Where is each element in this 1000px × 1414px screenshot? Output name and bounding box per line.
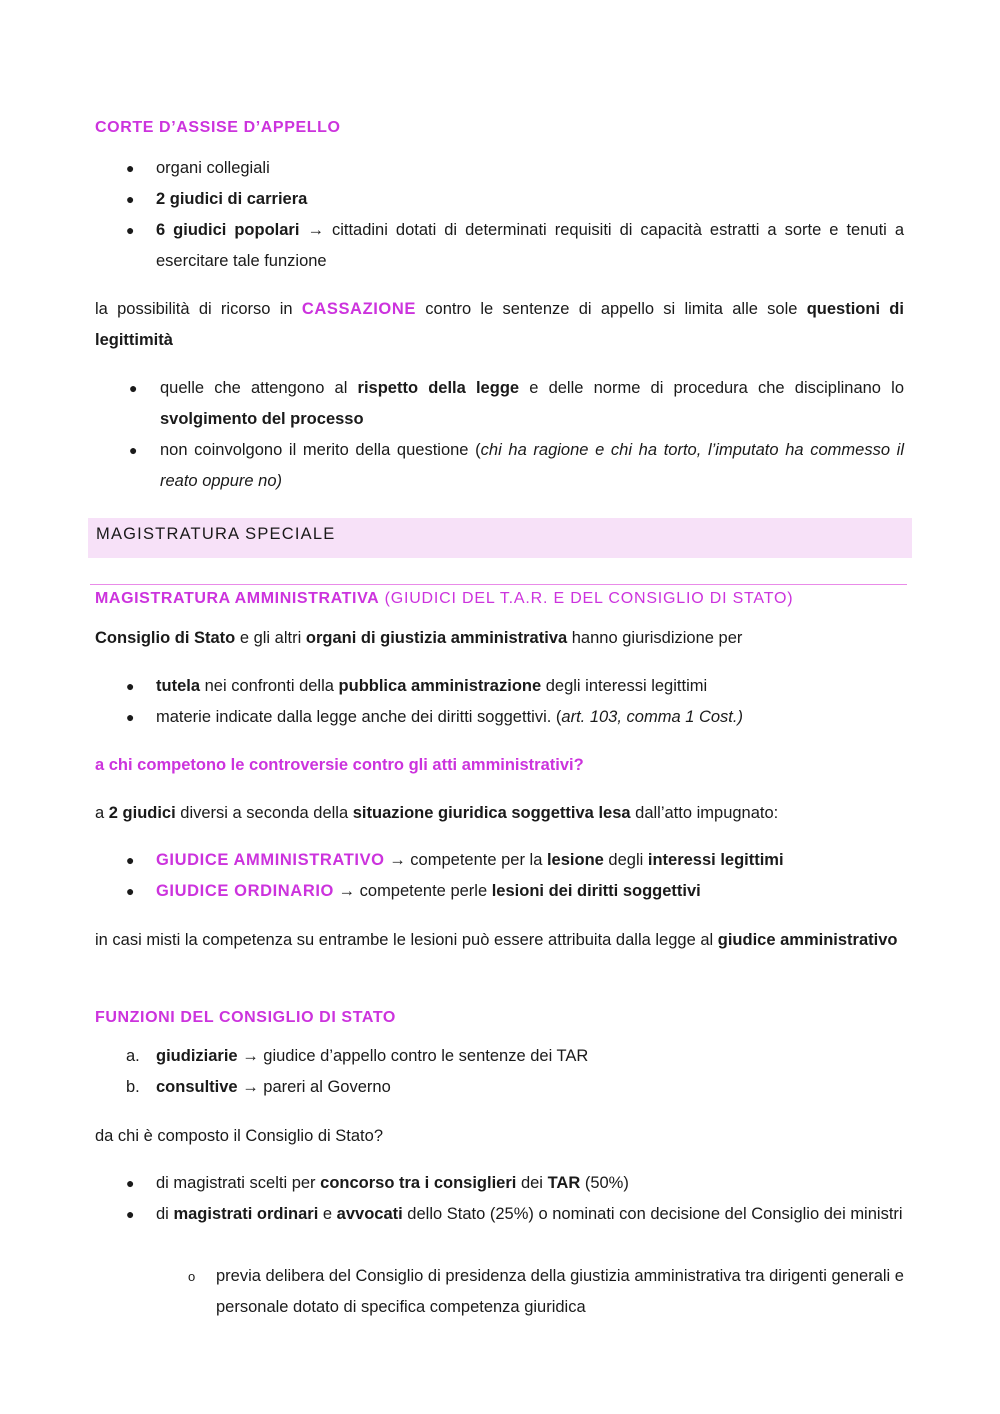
bullet-icon: ● xyxy=(129,442,138,458)
paragraph-cassazione xyxy=(95,294,904,356)
section-heading-corte-assise xyxy=(95,119,904,137)
list-item xyxy=(126,1168,904,1199)
bold-text: tutela xyxy=(156,677,201,695)
bullet-icon: ● xyxy=(126,678,135,694)
list-marker: b. xyxy=(126,1078,140,1096)
list-item xyxy=(188,1261,904,1323)
list-text-bold: 6 giudici popolari xyxy=(156,221,300,239)
list-item xyxy=(129,435,904,497)
heading-subtitle: (GIUDICI DEL T.A.R. E DEL CONSIGLIO DI STATO) xyxy=(379,590,794,607)
question-text: a chi competono le controversie contro gli atti amministrativi? xyxy=(95,756,584,774)
text: (50%) xyxy=(580,1174,629,1192)
heading-text: MAGISTRATURA AMMINISTRATIVA xyxy=(95,590,380,607)
text: di magistrati scelti per xyxy=(156,1174,321,1192)
text: da chi è composto il Consiglio di Stato? xyxy=(95,1127,383,1145)
bold-text: organi di giustizia amministrativa xyxy=(305,629,568,647)
bullet-icon: ● xyxy=(126,709,135,725)
circle-bullet-icon: o xyxy=(188,1269,196,1284)
bullet-icon: ● xyxy=(126,883,135,899)
highlight-text: GIUDICE AMMINISTRATIVO xyxy=(156,851,385,869)
text: hanno giurisdizione per xyxy=(567,629,743,647)
text: dall’atto impugnato: xyxy=(630,804,779,822)
bullet-icon: ● xyxy=(126,222,135,238)
list-tutela xyxy=(126,671,904,733)
list-funzioni xyxy=(126,1041,904,1103)
text: e gli altri xyxy=(235,629,306,647)
text: → competente per la xyxy=(384,851,547,869)
bold-text: magistrati ordinari xyxy=(173,1205,319,1223)
bullet-icon: ● xyxy=(129,380,138,396)
text: → competente perle xyxy=(333,882,492,900)
highlight-text: GIUDICE ORDINARIO xyxy=(156,882,334,900)
list-item xyxy=(126,215,905,277)
text: dello Stato (25%) o nominati con decisione del Consiglio dei ministri xyxy=(402,1205,903,1223)
bullet-icon: ● xyxy=(126,1206,135,1222)
question-heading xyxy=(95,750,904,781)
bullet-icon: ● xyxy=(126,1175,135,1191)
list-legittimita xyxy=(129,373,904,497)
text: → giudice d’appello contro le sentenze dei TAR xyxy=(237,1047,589,1065)
bold-text: TAR xyxy=(547,1174,581,1192)
list-text: → cittadini dotati di determinati requisiti di capacità estratti a sorte e tenuti a esercitare tale funzione xyxy=(156,221,905,270)
highlight-text: CASSAZIONE xyxy=(301,300,416,318)
bullet-icon: ● xyxy=(126,160,135,176)
bold-text: lesioni dei diritti soggettivi xyxy=(491,882,701,900)
list-text-bold: 2 giudici di carriera xyxy=(156,190,308,208)
list-corte-assise xyxy=(126,153,905,277)
list-item xyxy=(126,184,904,215)
bold-text: giudice amministrativo xyxy=(717,931,898,949)
list-item xyxy=(126,1041,904,1072)
list-item xyxy=(126,1072,904,1103)
text: degli interessi legittimi xyxy=(541,677,708,695)
italic-text: chi ha ragione e chi ha torto, l’imputato ha commesso il reato oppure no) xyxy=(160,441,904,490)
text: non coinvolgono il merito della questione ( xyxy=(160,441,481,459)
list-marker: a. xyxy=(126,1047,140,1065)
bold-text: interessi legittimi xyxy=(647,851,784,869)
band-title: MAGISTRATURA SPECIALE xyxy=(96,525,336,543)
bold-text: rispetto della legge xyxy=(357,379,520,397)
text: diversi a seconda della xyxy=(175,804,353,822)
text: → pareri al Governo xyxy=(237,1078,391,1096)
bullet-icon: ● xyxy=(126,191,135,207)
text: e delle norme di procedura che disciplinano lo xyxy=(519,379,904,397)
text: contro le sentenze di appello si limita alle sole xyxy=(416,300,807,318)
list-item xyxy=(129,373,904,435)
bullet-icon: ● xyxy=(126,852,135,868)
bold-text: svolgimento del processo xyxy=(160,410,364,428)
text: di xyxy=(156,1205,174,1223)
list-item xyxy=(126,153,904,184)
bold-text: questioni di legittimità xyxy=(95,300,904,349)
text: a xyxy=(95,804,109,822)
italic-text: art. 103, comma 1 Cost.) xyxy=(561,708,743,726)
bold-text: concorso tra i consiglieri xyxy=(320,1174,517,1192)
bold-text: situazione giuridica soggettiva lesa xyxy=(352,804,631,822)
divider-line xyxy=(90,584,907,585)
heading-text: FUNZIONI DEL CONSIGLIO DI STATO xyxy=(95,1009,396,1026)
section-band-magistratura-speciale xyxy=(88,518,912,558)
paragraph-intro xyxy=(95,623,904,654)
text: previa delibera del Consiglio di presidenza della giustizia amministrativa tra dirigenti generali e personale dotato di specifica competenza giuridica xyxy=(216,1267,904,1316)
text: in casi misti la competenza su entrambe le lesioni può essere attribuita dalla legge al xyxy=(95,931,718,949)
list-giudici xyxy=(126,845,904,907)
section-heading-magistratura-amministrativa xyxy=(95,590,915,608)
text: la possibilità di ricorso in xyxy=(95,300,302,318)
bold-text: giudiziarie xyxy=(156,1047,238,1065)
text: degli xyxy=(603,851,648,869)
list-item xyxy=(126,876,904,907)
list-item xyxy=(126,845,904,876)
text: materie indicate dalla legge anche dei diritti soggettivi. ( xyxy=(156,708,562,726)
list-composizione xyxy=(126,1168,904,1230)
paragraph-answer xyxy=(95,798,904,829)
heading-text: CORTE D’ASSISE D’APPELLO xyxy=(95,119,341,136)
bold-text: lesione xyxy=(546,851,604,869)
bold-text: consultive xyxy=(156,1078,238,1096)
list-item xyxy=(126,671,904,702)
text: nei confronti della xyxy=(200,677,339,695)
text: e xyxy=(318,1205,337,1223)
list-text: organi collegiali xyxy=(156,159,270,177)
list-item xyxy=(126,1199,904,1230)
bold-text: Consiglio di Stato xyxy=(95,629,236,647)
section-heading-funzioni xyxy=(95,1009,904,1027)
list-item xyxy=(126,702,904,733)
text: dei xyxy=(516,1174,548,1192)
bold-text: 2 giudici xyxy=(108,804,176,822)
bold-text: avvocati xyxy=(336,1205,403,1223)
paragraph-casi-misti xyxy=(95,925,904,956)
text: quelle che attengono al xyxy=(160,379,358,397)
paragraph-composizione xyxy=(95,1121,904,1152)
bold-text: pubblica amministrazione xyxy=(338,677,542,695)
sublist-composizione xyxy=(188,1261,904,1323)
